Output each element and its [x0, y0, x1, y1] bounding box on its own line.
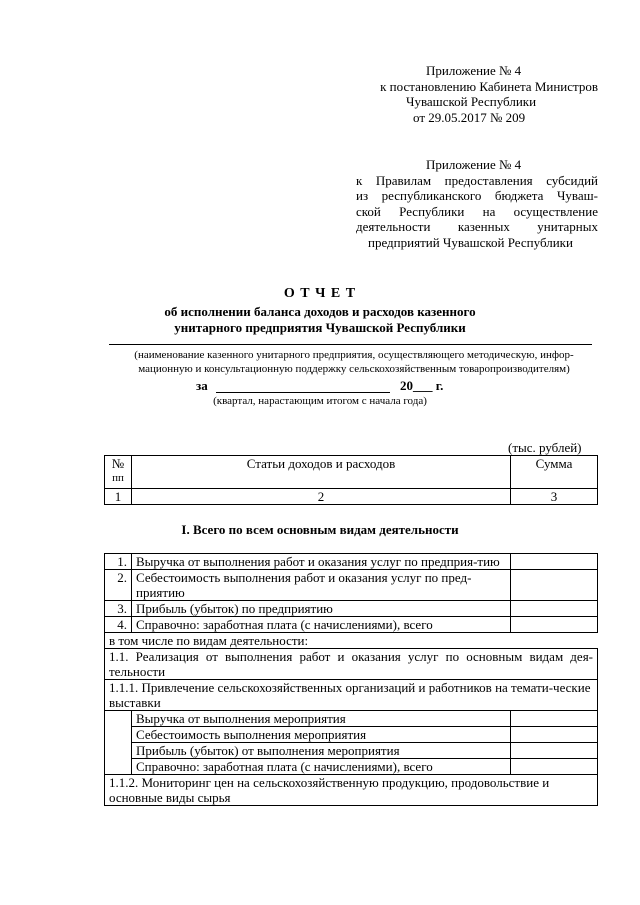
row-label: Справочно: заработная плата (с начислениями), всего [132, 617, 511, 633]
name-underline [109, 344, 592, 345]
activity-1-1-1: 1.1.1. Привлечение сельскохозяйственных организаций и работников на темати-ческие выставки [105, 680, 598, 711]
row-value [511, 617, 598, 633]
header-row [105, 456, 598, 489]
sub-row-label: Выручка от выполнения мероприятия [132, 711, 511, 727]
row-number: 2. [105, 570, 132, 601]
indent-cell [105, 711, 132, 727]
table-row [105, 649, 598, 680]
period-note: (квартал, нарастающим итогом с начала года) [213, 395, 427, 407]
rules-line-2: к Правилам предоставления субсидий [356, 172, 598, 188]
table-row [105, 554, 598, 570]
sub-row-value [511, 743, 598, 759]
header-number-pp: пп [112, 472, 124, 484]
table-row [105, 727, 598, 743]
sub-row-value [511, 727, 598, 743]
header-articles-cell: Статьи доходов и расходов [132, 456, 511, 489]
table-row [105, 759, 598, 775]
indent-cell [105, 727, 132, 743]
table-row [105, 711, 598, 727]
section-title: I. Всего по всем основным видам деятельности [181, 522, 459, 537]
table-row [105, 617, 598, 633]
row-number: 3. [105, 601, 132, 617]
units-label: (тыс. рублей) [508, 440, 582, 455]
period-underline [216, 392, 390, 393]
activity-1-1: 1.1. Реализация от выполнения работ и оказания услуг по основным видам дея-тельности [105, 649, 598, 680]
rules-appendix-number: Приложение № 4 [426, 157, 522, 172]
report-subtitle-2: унитарного предприятия Чувашской Республики [174, 320, 466, 335]
table-row [105, 743, 598, 759]
row-value [511, 554, 598, 570]
sub-row-label: Прибыль (убыток) от выполнения мероприятия [132, 743, 511, 759]
name-note [104, 348, 604, 376]
table-row [105, 680, 598, 711]
name-note-line-2: мационную и консультационную поддержку сельскохозяйственным товаропроизводителям) [138, 363, 570, 375]
header-table [104, 455, 598, 505]
appendix-resolution-line: к постановлению Кабинета Министров [380, 78, 598, 94]
period-za-label: за [196, 378, 208, 393]
sub-row-value [511, 759, 598, 775]
rules-line-5: деятельности казенных унитарных [356, 219, 598, 234]
table-row [105, 775, 598, 806]
table-row [105, 601, 598, 617]
row-value [511, 570, 598, 601]
rules-line-6: предприятий Чувашской Республики [368, 234, 573, 250]
period-year-label: 20___ г. [400, 378, 444, 393]
report-title: О Т Ч Е Т [283, 286, 357, 301]
header-number-cell [105, 456, 132, 489]
report-subtitle-1: об исполнении баланса доходов и расходов казенного [164, 304, 476, 319]
header-num-2: 2 [132, 489, 511, 505]
table-row [105, 570, 598, 601]
row-number: 4. [105, 617, 132, 633]
appendix-number: Приложение № 4 [426, 63, 522, 78]
row-label: Себестоимость выполнения работ и оказания услуг по пред-приятию [132, 570, 511, 601]
sub-row-label: Себестоимость выполнения мероприятия [132, 727, 511, 743]
row-number: 1. [105, 554, 132, 570]
table-row [105, 633, 598, 649]
header-num-3: 3 [511, 489, 598, 505]
header-num-1: 1 [105, 489, 132, 505]
header-sum-cell: Сумма [511, 456, 598, 489]
including-row: в том числе по видам деятельности: [105, 633, 598, 649]
row-label: Прибыль (убыток) по предприятию [132, 601, 511, 617]
appendix-resolution-block [356, 63, 598, 125]
rules-line-4: ской Республики на осуществление [356, 203, 598, 219]
main-table [104, 553, 598, 806]
indent-cell [105, 759, 132, 775]
indent-cell [105, 743, 132, 759]
appendix-republic-line: Чувашской Республики [406, 94, 537, 109]
rules-line-3: из республиканского бюджета Чуваш- [356, 188, 598, 203]
appendix-rules-block [356, 157, 598, 250]
activity-1-1-2: 1.1.2. Мониторинг цен на сельскохозяйственную продукцию, продовольствие и основные виды сырья [105, 775, 598, 806]
sub-row-value [511, 711, 598, 727]
header-number-row [105, 489, 598, 505]
sub-row-label: Справочно: заработная плата (с начислениями), всего [132, 759, 511, 775]
header-number-symbol: № [111, 456, 125, 471]
appendix-date-line: от 29.05.2017 № 209 [413, 109, 526, 125]
row-label: Выручка от выполнения работ и оказания услуг по предприя-тию [132, 554, 511, 570]
row-value [511, 601, 598, 617]
name-note-line-1: (наименование казенного унитарного предприятия, осуществляющего методическую, инфор- [134, 349, 574, 361]
